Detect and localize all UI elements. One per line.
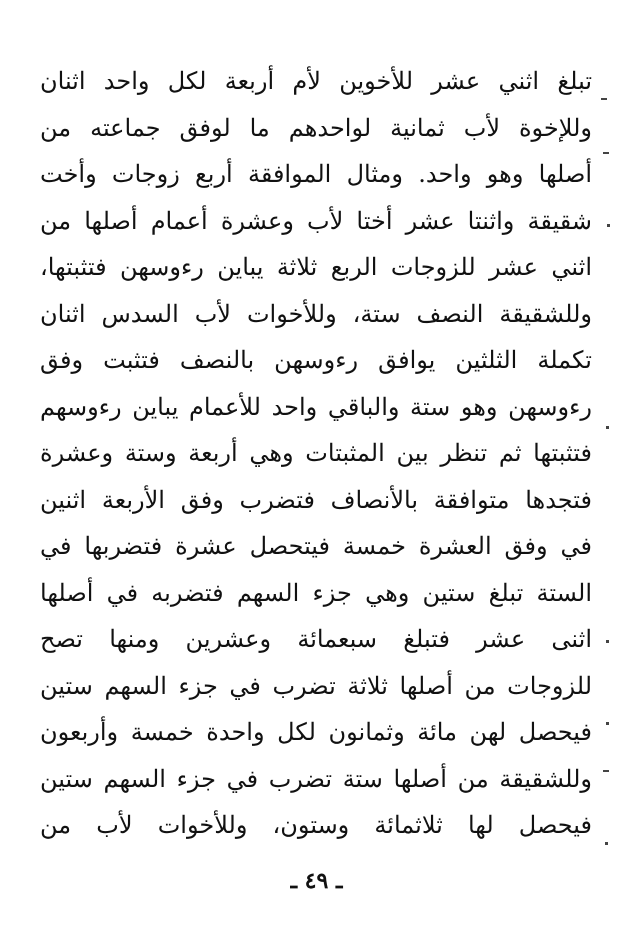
text-line: تكملة الثلثين يوافق رءوسهن بالنصف فتثبت وفق <box>40 346 592 374</box>
margin-mark <box>605 842 608 845</box>
text-line: فتجدها متوافقة بالأنصاف فتضرب وفق الأربعة اثنين <box>40 485 592 514</box>
margin-mark <box>606 426 609 429</box>
text-line: فيحصل لها ثلاثمائة وستون، وللأخوات لأب من <box>40 811 592 839</box>
text-line: اثنى عشر فتبلغ سبعمائة وعشرين ومنها تصح <box>40 625 592 653</box>
text-line: اثني عشر للزوجات الربع ثلاثة يباين رءوسهن فتثبتها، <box>40 253 592 281</box>
margin-mark <box>606 722 609 725</box>
text-line: أصلها وهو واحد. ومثال الموافقة أربع زوجات وأخت <box>40 160 592 188</box>
page-number: ـ ٤٩ ـ <box>290 868 343 894</box>
margin-mark <box>603 770 609 772</box>
text-line: وللشقيقة من أصلها ستة تضرب في جزء السهم ستين <box>40 764 592 793</box>
margin-mark <box>607 224 610 227</box>
text-line: في وفق العشرة خمسة فيتحصل عشرة فتضربها في <box>40 532 592 560</box>
text-line: فتثبتها ثم تنظر بين المثبتات وهي أربعة وستة وعشرة <box>40 439 592 467</box>
margin-mark <box>606 640 609 643</box>
text-line: وللشقيقة النصف ستة، وللأخوات لأب السدس اثنان <box>40 299 592 328</box>
margin-mark <box>601 98 607 100</box>
text-line: تبلغ اثني عشر للأخوين لأم أربعة لكل واحد اثنان <box>40 67 592 95</box>
body-text <box>40 58 592 849</box>
text-line: وللإخوة لأب ثمانية لواحدهم ما لوفق جماعته من <box>40 113 592 142</box>
text-line: فيحصل لهن مائة وثمانون لكل واحدة خمسة وأربعون <box>40 718 592 746</box>
text-line: شقيقة واثنتا عشر أختا لأب وعشرة أعمام أصلها من <box>40 206 592 235</box>
text-line: للزوجات من أصلها ثلاثة تضرب في جزء السهم ستين <box>40 671 592 700</box>
margin-mark <box>603 152 609 154</box>
text-line: الستة تبلغ ستين وهي جزء السهم فتضربه في أصلها <box>40 578 592 607</box>
text-line: رءوسهن وهو ستة والباقي واحد للأعمام يباين رءوسهم <box>40 392 592 421</box>
